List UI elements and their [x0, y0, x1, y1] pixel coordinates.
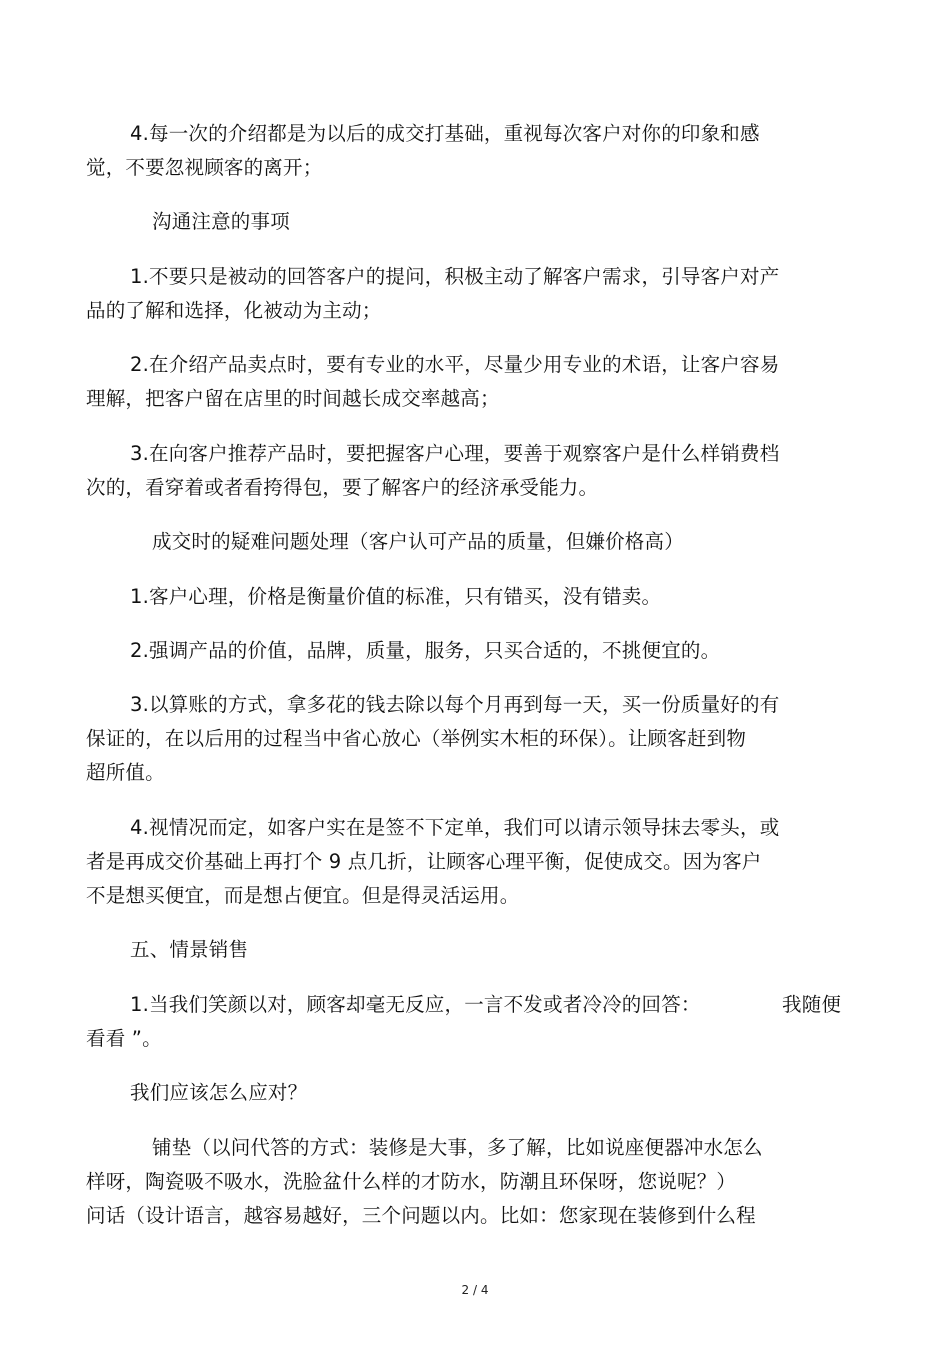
text-line-7: 理解，把客户留在店里的时间越长成交率越高；	[86, 387, 500, 410]
text-line-12: 2.强调产品的价值，品牌，质量，服务，只买合适的，不挑便宜的。	[130, 639, 721, 662]
text-line-13: 3.以算账的方式，拿多花的钱去除以每个月再到每一天，买一份质量好的有	[130, 693, 780, 716]
text-line-20-quote: 我随便	[782, 993, 842, 1016]
text-line-25: 问话（设计语言，越容易越好，三个问题以内。比如：您家现在装修到什么程	[86, 1204, 756, 1227]
text-line-8: 3.在向客户推荐产品时，要把握客户心理，要善于观察客户是什么样销费档	[130, 442, 780, 465]
text-line-23: 铺垫（以问代答的方式：装修是大事，多了解，比如说座便器冲水怎么	[152, 1136, 763, 1159]
text-line-24: 样呀，陶瓷吸不吸水，洗脸盆什么样的才防水，防潮且环保呀，您说呢？）	[86, 1170, 737, 1193]
text-line-5: 品的了解和选择，化被动为主动；	[86, 299, 382, 322]
text-line-20: 1.当我们笑颜以对，顾客却毫无反应，一言不发或者冷冷的回答：	[130, 993, 701, 1016]
text-line-22: 我们应该怎么应对？	[130, 1081, 308, 1104]
text-line-16: 4.视情况而定，如客户实在是签不下定单，我们可以请示领导抹去零头，或	[130, 816, 780, 839]
text-line-2: 觉，不要忽视顾客的离开；	[86, 156, 323, 179]
text-line-4: 1.不要只是被动的回答客户的提问，积极主动了解客户需求，引导客户对产	[130, 265, 780, 288]
text-line-17: 者是再成交价基础上再打个 9 点几折，让顾客心理平衡，促使成交。因为客户	[86, 850, 762, 873]
text-line-6: 2.在介绍产品卖点时，要有专业的水平，尽量少用专业的术语，让客户容易	[130, 353, 780, 376]
text-line-15: 超所值。	[86, 761, 165, 784]
text-line-9: 次的，看穿着或者看挎得包，要了解客户的经济承受能力。	[86, 476, 599, 499]
section-heading-scenario: 五、情景销售	[130, 938, 249, 961]
page-number: 2 / 4	[461, 1283, 489, 1297]
text-line-11: 1.客户心理，价格是衡量价值的标准，只有错买，没有错卖。	[130, 585, 662, 608]
text-line-18: 不是想买便宜，而是想占便宜。但是得灵活运用。	[86, 884, 520, 907]
text-line-14: 保证的，在以后用的过程当中省心放心（举例实木柜的环保）。让顾客赶到物	[86, 727, 747, 750]
section-heading-communication: 沟通注意的事项	[152, 210, 290, 233]
text-line-21: 看看 ”。	[86, 1027, 162, 1050]
section-heading-objection: 成交时的疑难问题处理（客户认可产品的质量，但嫌价格高）	[152, 530, 684, 553]
text-line-1: 4.每一次的介绍都是为以后的成交打基础，重视每次客户对你的印象和感	[130, 122, 760, 145]
